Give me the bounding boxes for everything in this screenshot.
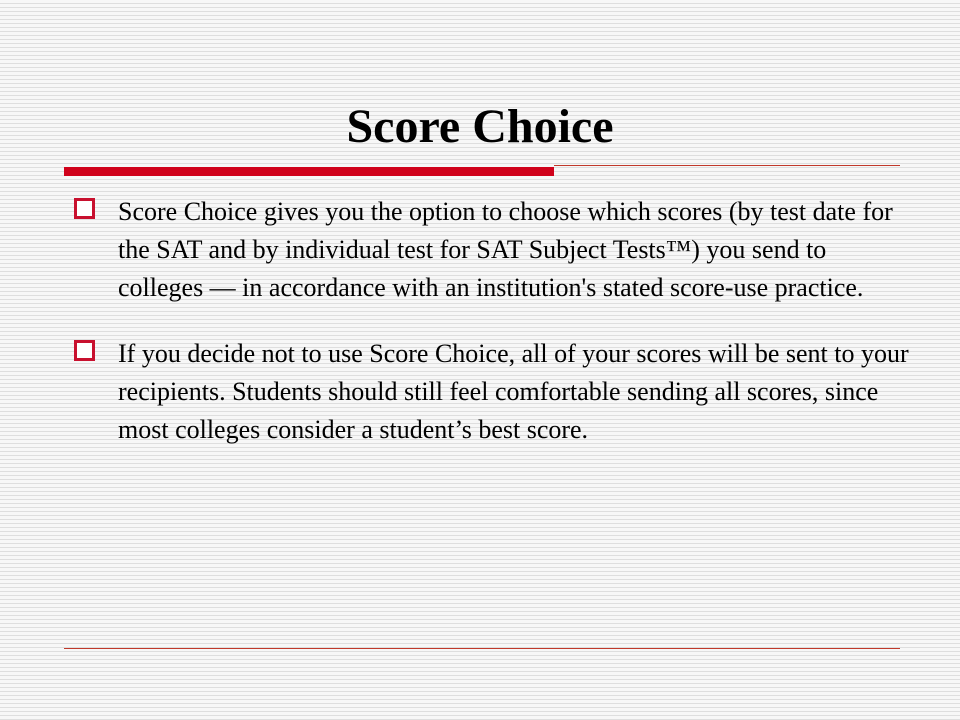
hollow-square-bullet-icon [74, 340, 95, 361]
hollow-square-bullet-icon [74, 198, 95, 219]
title-underline-thin [554, 165, 900, 166]
title-underline-thick [64, 167, 554, 176]
bullet-list [74, 193, 914, 449]
bullet-text: Score Choice gives you the option to choose which scores (by test date for the SAT and by individual test for SAT Subject Tests™) you send to colleges — in accordance with an institution's stated score-use practice. [118, 197, 893, 302]
slide-title: Score Choice [346, 100, 614, 153]
footer-rule [64, 648, 900, 649]
bullet-item [74, 335, 914, 449]
bullet-text: If you decide not to use Score Choice, all of your scores will be sent to your recipients. Students should still feel comfortable sending all scores, since most colleges consider a student’s best score. [118, 339, 909, 444]
bullet-item [74, 193, 914, 307]
